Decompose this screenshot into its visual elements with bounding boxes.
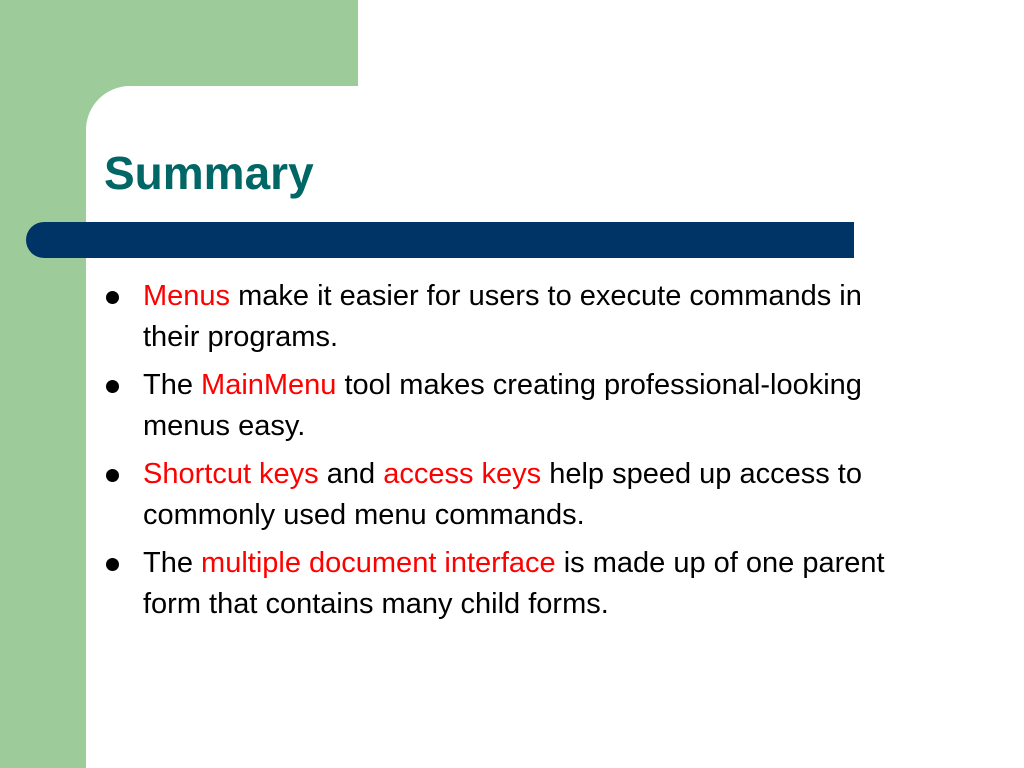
- bullet-text: is made up of one parent form that contains many child forms.: [143, 547, 885, 620]
- highlight-term: Menus: [143, 280, 231, 312]
- bullet-item-mdi: [106, 543, 926, 625]
- highlight-term: Shortcut keys: [143, 458, 319, 490]
- bullet-item-keys: [106, 454, 926, 536]
- title-underline-bar: [26, 222, 854, 258]
- bullet-text: The: [143, 369, 202, 401]
- bullet-text: help speed up access to commonly used menu commands.: [143, 458, 862, 531]
- bullet-dot-icon: [106, 380, 119, 393]
- bullet-list: [106, 276, 926, 632]
- bullet-text: and: [318, 458, 384, 490]
- bullet-dot-icon: [106, 469, 119, 482]
- slide-title: Summary: [104, 147, 314, 199]
- bullet-text: make it easier for users to execute commands in their programs.: [143, 280, 862, 353]
- bullet-dot-icon: [106, 291, 119, 304]
- bullet-item-menus: [106, 276, 926, 358]
- bullet-text: tool makes creating professional-looking menus easy.: [143, 369, 862, 442]
- highlight-term: access keys: [383, 458, 542, 490]
- bullet-dot-icon: [106, 558, 119, 571]
- highlight-term: multiple document interface: [201, 547, 556, 579]
- bullet-item-mainmenu: [106, 365, 926, 447]
- bullet-text: The: [143, 547, 202, 579]
- highlight-term: MainMenu: [201, 369, 337, 401]
